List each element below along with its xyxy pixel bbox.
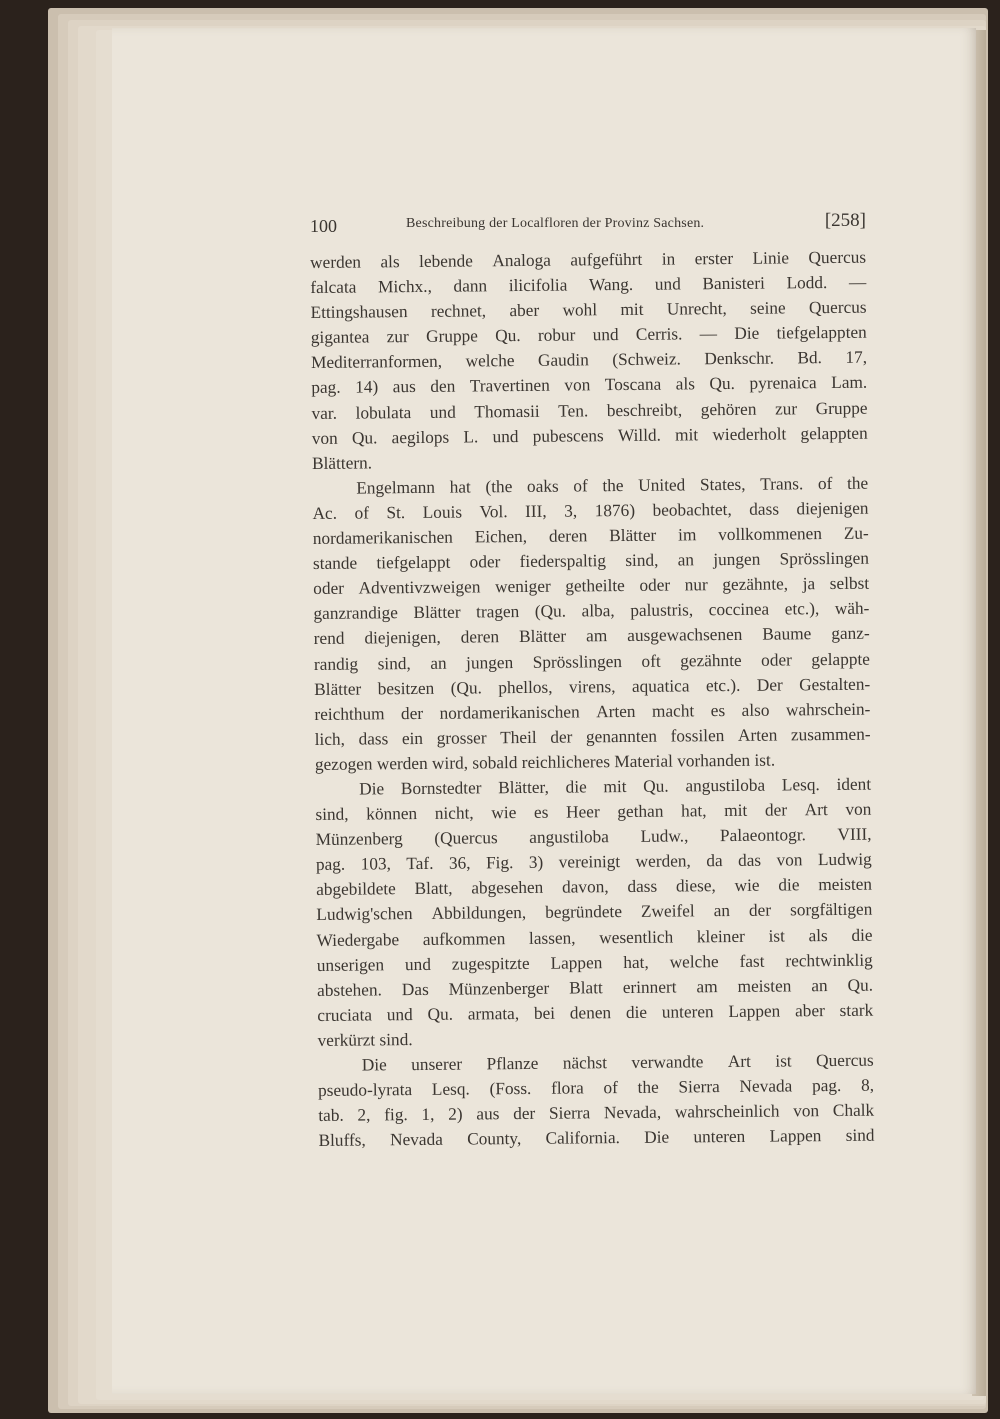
text-line: Münzenberg (Quercus angustiloba Ludw., Palaeontogr. VIII,	[315, 824, 872, 850]
text-line: pag. 103, Taf. 36, Fig. 3) vereinigt werden, da das von Ludwig	[315, 849, 872, 875]
text-line: pag. 14) aus den Travertinen von Toscana als Qu. pyrenaica Lam.	[311, 373, 868, 398]
text-line: falcata Michx., dann ilicifolia Wang. und Banisteri Lodd. —	[310, 272, 867, 298]
text-line: Ac. of St. Louis Vol. III, 3, 1876) beobachtet, dass diejenigen	[312, 498, 869, 523]
text-line: tab. 2, fig. 1, 2) aus der Sierra Nevada, wahrscheinlich von Chalk	[318, 1100, 875, 1126]
text-line: abstehen. Das Münzenberger Blatt erinnert am meisten an Qu.	[317, 975, 874, 1000]
text-line: pseudo-lyrata Lesq. (Foss. flora of the Sierra Nevada pag. 8,	[317, 1075, 875, 1101]
text-line: Blätter besitzen (Qu. phellos, virens, aquatica etc.). Der Gestalten-	[314, 674, 871, 699]
text-line: Engelmann hat (the oaks of the United States, Trans. of the	[356, 473, 869, 498]
bracket-page-number: [258]	[824, 210, 866, 231]
running-title: Beschreibung der Localfloren der Provinz Sachsen.	[406, 216, 705, 231]
text-line: Wiedergabe aufkommen lassen, wesentlich kleiner ist als die	[316, 925, 873, 950]
text-line: randig sind, an jungen Sprösslingen oft gezähnte oder gelappte	[313, 649, 870, 674]
text-line: abgebildete Blatt, abgesehen davon, dass diese, wie die meisten	[316, 874, 873, 900]
text-line: sind, können nicht, wie es Heer gethan hat, mit der Art von	[315, 799, 872, 825]
text-line: Blättern.	[311, 453, 373, 473]
body-text	[310, 245, 875, 1154]
text-line: gezogen werden wird, sobald reichlicheres Material vorhanden ist.	[314, 750, 776, 774]
text-line: werden als lebende Analoga aufgeführt in erster Linie Quercus	[310, 247, 867, 272]
text-line: cruciata und Qu. armata, bei denen die unteren Lappen aber stark	[317, 1000, 874, 1025]
text-line: Bluffs, Nevada County, California. Die unteren Lappen sind	[318, 1125, 875, 1151]
running-header	[310, 210, 866, 240]
text-line: stande tiefgelappt oder fiederspaltig sind, an jungen Sprösslingen	[312, 548, 869, 574]
text-line: gigantea zur Gruppe Qu. robur und Cerris. — Die tiefgelappten	[310, 322, 867, 348]
page-number: 100	[310, 216, 337, 236]
text-line: reichthum der nordamerikanischen Arten macht es also wahrschein-	[314, 699, 871, 724]
text-line: lich, dass ein grosser Theil der genannten fossilen Arten zusammen-	[314, 724, 871, 749]
text-line: rend diejenigen, deren Blätter am ausgewachsenen Baume ganz-	[313, 624, 870, 649]
text-line: Ettingshausen rechnet, aber wohl mit Unrecht, seine Quercus	[310, 297, 867, 323]
text-line: Mediterranformen, welche Gaudin (Schweiz. Denkschr. Bd. 17,	[310, 348, 868, 373]
text-line: von Qu. aegilops L. und pubescens Willd. mit wiederholt gelappten	[311, 423, 868, 448]
text-line: verkürzt sind.	[317, 1029, 413, 1050]
text-line: ganzrandige Blätter tragen (Qu. alba, palustris, coccinea etc.), wäh-	[313, 598, 870, 624]
text-line: unserigen und zugespitzte Lappen hat, welche fast rechtwinklig	[316, 950, 873, 975]
text-line: var. lobulata und Thomasii Ten. beschreibt, gehören zur Gruppe	[311, 398, 868, 423]
text-line: oder Adventivzweigen weniger getheilte oder nur gezähnte, ja selbst	[313, 573, 870, 599]
text-line: nordamerikanischen Eichen, deren Blätter im vollkommenen Zu-	[312, 523, 869, 549]
text-line: Ludwig'schen Abbildungen, begründete Zweifel an der sorgfältigen	[316, 900, 873, 925]
text-line: Die Bornstedter Blätter, die mit Qu. angustiloba Lesq. ident	[359, 774, 872, 799]
text-line: Die unserer Pflanze nächst verwandte Art ist Quercus	[361, 1050, 874, 1075]
